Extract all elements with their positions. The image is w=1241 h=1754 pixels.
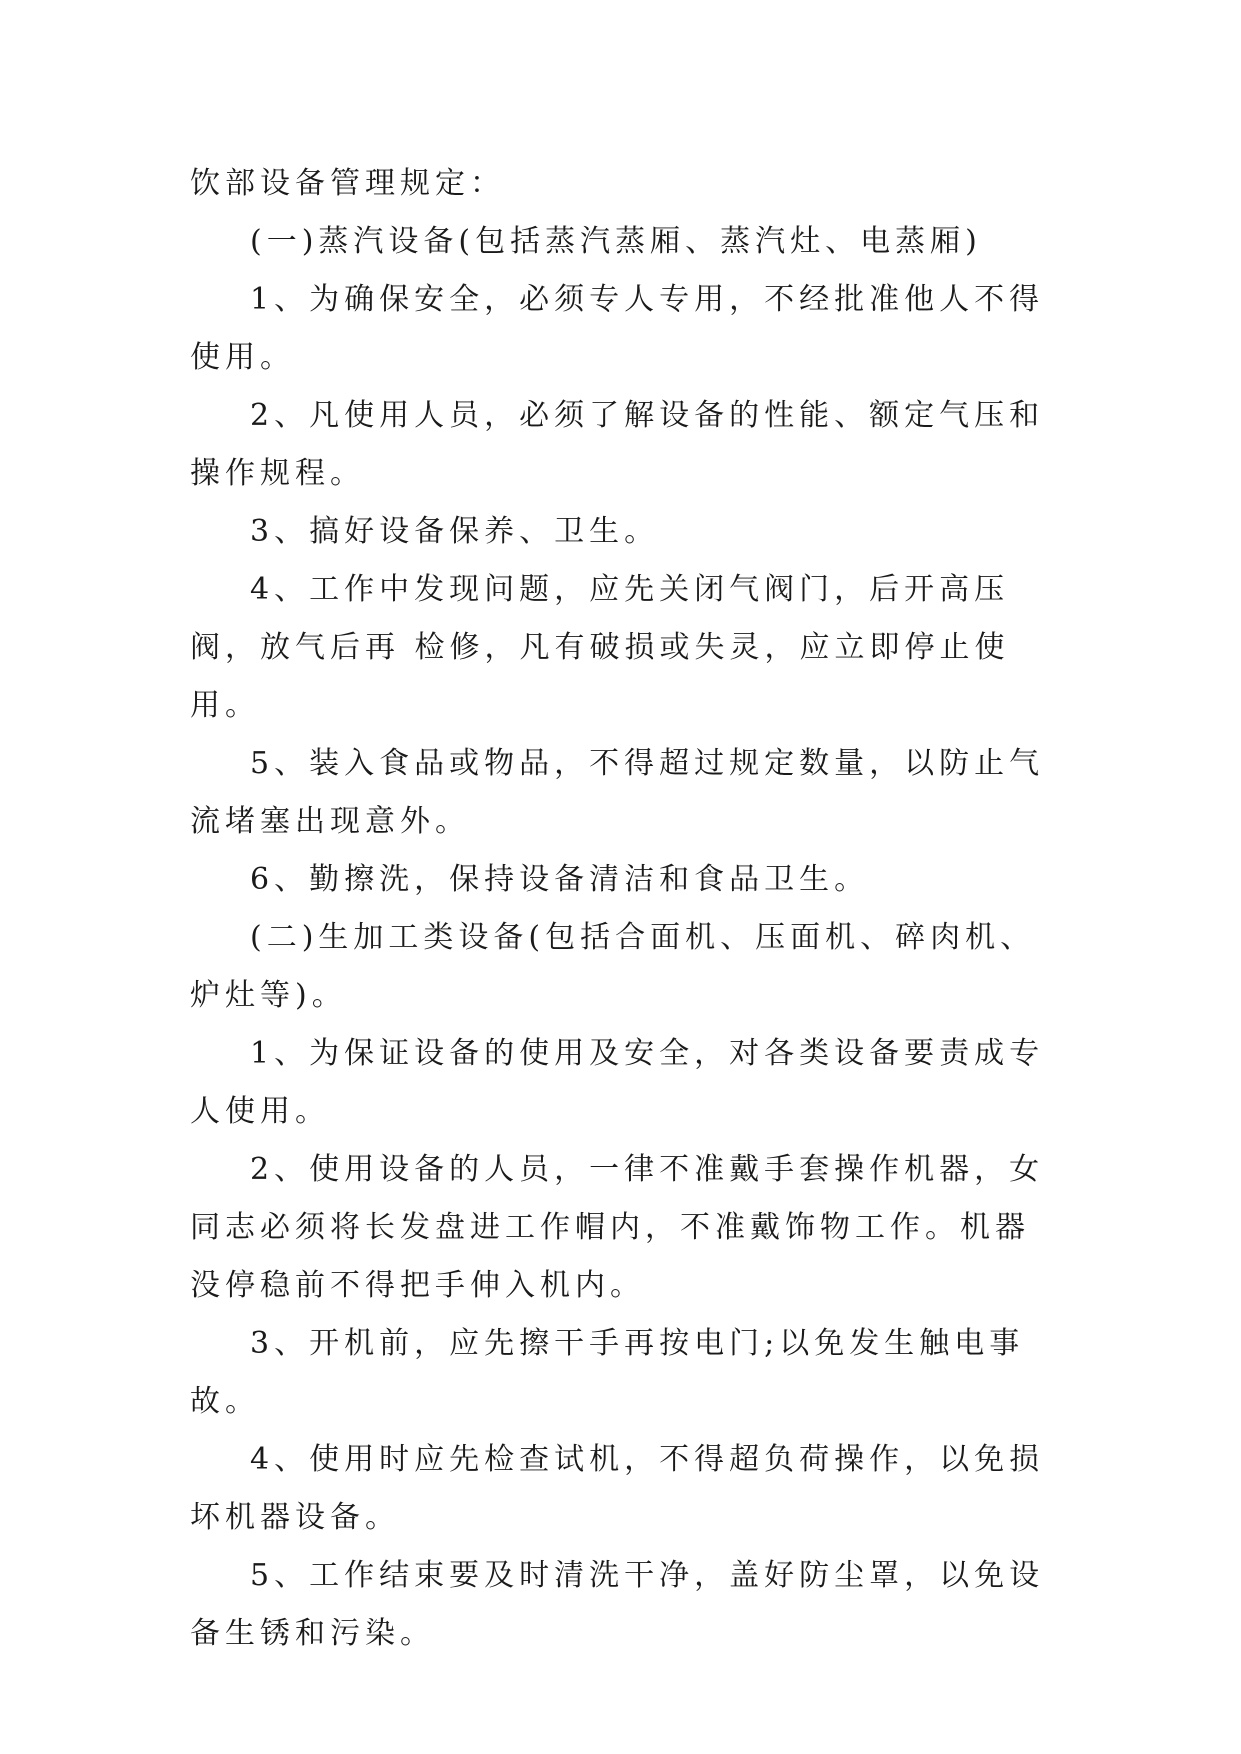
paragraph-item: 2、使用设备的人员，一律不准戴手套操作机器，女同志必须将长发盘进工作帽内，不准戴饰物工作。机器没停稳前不得把手伸入机内。 [190,1152,1045,1303]
paragraph-item: 2、凡使用人员，必须了解设备的性能、额定气压和操作规程。 [190,398,1045,491]
document-body [190,155,1050,1663]
paragraph-item: 4、工作中发现问题，应先关闭气阀门，后开高压阀，放气后再 检修，凡有破损或失灵，应立即停止使用。 [190,572,1010,723]
paragraph-item: 5、工作结束要及时清洗干净，盖好防尘罩，以免设备生锈和污染。 [190,1558,1045,1651]
paragraph-item: 3、开机前，应先擦干手再按电门;以免发生触电事故。 [190,1326,1025,1419]
paragraph-heading: 饮部设备管理规定： [190,166,505,201]
paragraph-item: 3、搞好设备保养、卫生。 [250,514,660,549]
paragraph-item: 1、为保证设备的使用及安全，对各类设备要责成专人使用。 [190,1036,1045,1129]
section-title-steam-equipment: (一)蒸汽设备(包括蒸汽蒸厢、蒸汽灶、电蒸厢) [250,224,982,259]
paragraph-item: 1、为确保安全，必须专人专用，不经批准他人不得使用。 [190,282,1045,375]
paragraph-item: 6、勤擦洗，保持设备清洁和食品卫生。 [250,862,870,897]
paragraph-item: 4、使用时应先检查试机，不得超负荷操作，以免损坏机器设备。 [190,1442,1045,1535]
section-title-processing-equipment: (二)生加工类设备(包括合面机、压面机、碎肉机、炉灶等)。 [190,920,1036,1013]
paragraph-item: 5、装入食品或物品，不得超过规定数量，以防止气流堵塞出现意外。 [190,746,1045,839]
